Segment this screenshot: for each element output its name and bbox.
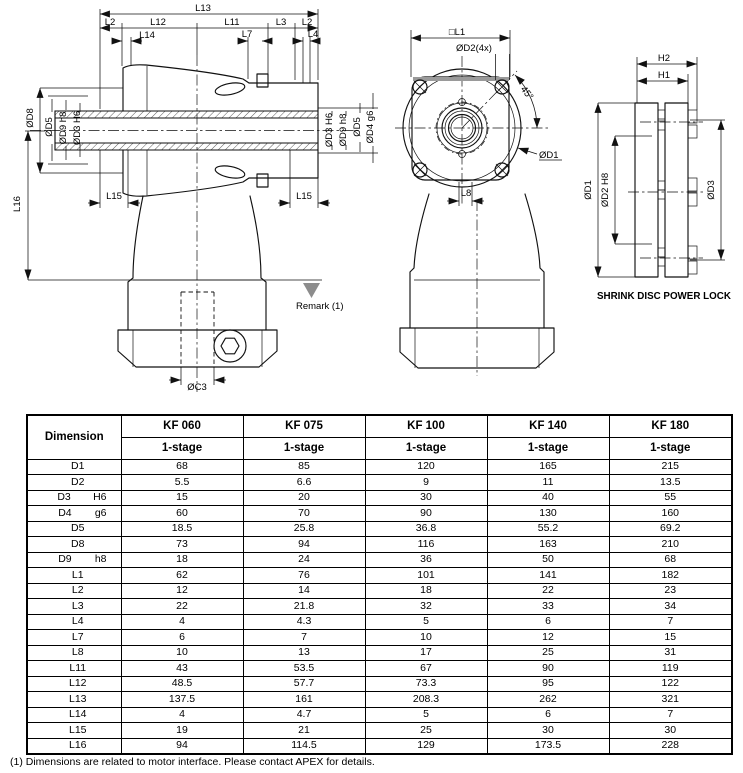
value-cell: 6 <box>487 707 609 723</box>
dimension-tolerance: h8 <box>94 553 107 566</box>
col-subheader-stage: 1-stage <box>487 437 609 459</box>
col-subheader-stage: 1-stage <box>121 437 243 459</box>
value-cell: 15 <box>609 630 732 646</box>
value-cell: 13.5 <box>609 475 732 491</box>
dimension-tolerance: g6 <box>94 506 107 519</box>
value-cell: 7 <box>609 614 732 630</box>
dim-label-l8: L8 <box>460 188 472 199</box>
value-cell: 18.5 <box>121 521 243 537</box>
dimension-name: L13 <box>68 692 87 705</box>
value-cell: 55.2 <box>487 521 609 537</box>
dim-label-d3h6-left: ØD3 H6 <box>72 110 83 146</box>
table-row <box>27 537 732 553</box>
dim-label-l16: L16 <box>12 196 23 212</box>
col-subheader-stage: 1-stage <box>365 437 487 459</box>
value-cell: 13 <box>243 645 365 661</box>
dimension-name: D1 <box>71 460 85 473</box>
table-row <box>27 661 732 677</box>
value-cell: 4 <box>121 614 243 630</box>
dimension-name: L14 <box>68 708 87 721</box>
dim-label-l15-right: L15 <box>296 191 312 202</box>
dimension-name: D2 <box>71 475 85 488</box>
value-cell: 25 <box>487 645 609 661</box>
table-row <box>27 521 732 537</box>
dimension-cell <box>27 707 121 723</box>
dim-label-h1: H1 <box>657 70 671 81</box>
value-cell: 6 <box>487 614 609 630</box>
value-cell: 68 <box>121 459 243 475</box>
value-cell: 129 <box>365 738 487 754</box>
dimension-tolerance: H6 <box>93 491 107 504</box>
dim-label-l13: L13 <box>195 3 211 14</box>
value-cell: 34 <box>609 599 732 615</box>
dim-label-l4: L4 <box>307 29 319 40</box>
value-cell: 182 <box>609 568 732 584</box>
table-row <box>27 490 732 506</box>
dimension-cell <box>27 459 121 475</box>
value-cell: 62 <box>121 568 243 584</box>
dimension-cell <box>27 599 121 615</box>
side-view-drawing <box>12 3 378 393</box>
value-cell: 90 <box>487 661 609 677</box>
value-cell: 11 <box>487 475 609 491</box>
value-cell: 101 <box>365 568 487 584</box>
dimension-cell <box>27 490 121 506</box>
value-cell: 5 <box>365 614 487 630</box>
value-cell: 130 <box>487 506 609 522</box>
dim-label-l15-left: L15 <box>106 191 122 202</box>
dim-label-l3: L3 <box>275 17 287 28</box>
value-cell: 21.8 <box>243 599 365 615</box>
dim-label-l11: L11 <box>224 17 240 28</box>
value-cell: 10 <box>365 630 487 646</box>
value-cell: 73 <box>121 537 243 553</box>
value-cell: 18 <box>121 552 243 568</box>
dimension-name: D8 <box>71 537 85 550</box>
value-cell: 25 <box>365 723 487 739</box>
front-view-drawing <box>395 27 562 376</box>
value-cell: 321 <box>609 692 732 708</box>
col-header-model: KF 180 <box>609 415 732 437</box>
dim-label-c3: ØC3 <box>187 382 207 393</box>
value-cell: 215 <box>609 459 732 475</box>
value-cell: 14 <box>243 583 365 599</box>
dimension-table-wrap <box>26 414 733 755</box>
value-cell: 18 <box>365 583 487 599</box>
dim-label-d2h8: ØD2 H8 <box>600 172 611 208</box>
dimension-cell <box>27 661 121 677</box>
shrink-disc-drawing <box>583 53 731 302</box>
footnote: (1) Dimensions are related to motor interface. Please contact APEX for details. <box>10 756 375 768</box>
dim-label-d5-left: ØD5 <box>44 117 55 137</box>
dim-label-d4g6: ØD4 g6 <box>365 110 376 144</box>
value-cell: 22 <box>121 599 243 615</box>
dimension-cell <box>27 583 121 599</box>
dim-label-l1: □L1 <box>448 27 466 38</box>
dimension-name: L3 <box>71 599 84 612</box>
col-header-model: KF 075 <box>243 415 365 437</box>
table-row <box>27 568 732 584</box>
value-cell: 94 <box>121 738 243 754</box>
value-cell: 116 <box>365 537 487 553</box>
dim-label-d5-right: ØD5 <box>352 117 363 137</box>
dimension-name: L8 <box>71 646 84 659</box>
value-cell: 6 <box>121 630 243 646</box>
value-cell: 165 <box>487 459 609 475</box>
dim-label-d1-front: ØD1 <box>539 150 559 161</box>
table-row <box>27 599 732 615</box>
value-cell: 40 <box>487 490 609 506</box>
dimension-name: D9 <box>58 553 72 566</box>
value-cell: 5 <box>365 707 487 723</box>
value-cell: 68 <box>609 552 732 568</box>
value-cell: 30 <box>365 490 487 506</box>
table-row <box>27 645 732 661</box>
value-cell: 48.5 <box>121 676 243 692</box>
dimension-name: L11 <box>69 661 87 674</box>
value-cell: 70 <box>243 506 365 522</box>
col-header-dimension: Dimension <box>27 415 121 459</box>
value-cell: 30 <box>609 723 732 739</box>
dimension-name: L7 <box>71 630 84 643</box>
dimension-name: D5 <box>71 522 85 535</box>
value-cell: 57.7 <box>243 676 365 692</box>
dimension-cell <box>27 614 121 630</box>
value-cell: 15 <box>121 490 243 506</box>
value-cell: 94 <box>243 537 365 553</box>
dim-label-l14: L14 <box>139 30 155 41</box>
value-cell: 4.3 <box>243 614 365 630</box>
value-cell: 161 <box>243 692 365 708</box>
dimension-name: L12 <box>68 677 87 690</box>
value-cell: 36.8 <box>365 521 487 537</box>
table-row <box>27 723 732 739</box>
value-cell: 208.3 <box>365 692 487 708</box>
table-row <box>27 692 732 708</box>
value-cell: 137.5 <box>121 692 243 708</box>
col-header-model: KF 140 <box>487 415 609 437</box>
value-cell: 50 <box>487 552 609 568</box>
value-cell: 141 <box>487 568 609 584</box>
value-cell: 55 <box>609 490 732 506</box>
value-cell: 67 <box>365 661 487 677</box>
value-cell: 6.6 <box>243 475 365 491</box>
value-cell: 32 <box>365 599 487 615</box>
value-cell: 12 <box>487 630 609 646</box>
value-cell: 114.5 <box>243 738 365 754</box>
value-cell: 22 <box>487 583 609 599</box>
table-row <box>27 506 732 522</box>
value-cell: 19 <box>121 723 243 739</box>
dim-label-d3-disc: ØD3 <box>706 180 717 200</box>
value-cell: 173.5 <box>487 738 609 754</box>
value-cell: 210 <box>609 537 732 553</box>
dim-label-45deg: 45° <box>517 84 536 103</box>
value-cell: 25.8 <box>243 521 365 537</box>
dimension-name: L16 <box>68 739 87 751</box>
value-cell: 5.5 <box>121 475 243 491</box>
value-cell: 60 <box>121 506 243 522</box>
table-row <box>27 707 732 723</box>
value-cell: 23 <box>609 583 732 599</box>
value-cell: 120 <box>365 459 487 475</box>
dim-label-d3h6-right: ØD3 H6 <box>324 112 335 148</box>
dimension-cell <box>27 537 121 553</box>
dimension-cell <box>27 568 121 584</box>
value-cell: 119 <box>609 661 732 677</box>
value-cell: 7 <box>609 707 732 723</box>
dimension-cell <box>27 506 121 522</box>
value-cell: 31 <box>609 645 732 661</box>
value-cell: 33 <box>487 599 609 615</box>
dim-label-d8: ØD8 <box>25 108 36 128</box>
dimension-cell <box>27 723 121 739</box>
dimension-cell <box>27 630 121 646</box>
value-cell: 20 <box>243 490 365 506</box>
dimension-cell <box>27 521 121 537</box>
dimension-name: L2 <box>71 584 84 597</box>
dimension-name: D4 <box>58 506 72 519</box>
value-cell: 24 <box>243 552 365 568</box>
value-cell: 160 <box>609 506 732 522</box>
col-subheader-stage: 1-stage <box>243 437 365 459</box>
value-cell: 163 <box>487 537 609 553</box>
table-row <box>27 475 732 491</box>
dim-label-l2-right: L2 <box>301 17 313 28</box>
dimension-name: L15 <box>68 723 87 736</box>
table-row <box>27 676 732 692</box>
dim-label-l7: L7 <box>241 29 253 40</box>
value-cell: 95 <box>487 676 609 692</box>
value-cell: 76 <box>243 568 365 584</box>
value-cell: 17 <box>365 645 487 661</box>
dim-label-l2-left: L2 <box>104 17 116 28</box>
dim-label-d2: ØD2(4x) <box>456 43 492 54</box>
value-cell: 7 <box>243 630 365 646</box>
value-cell: 4 <box>121 707 243 723</box>
shrink-disc-caption: SHRINK DISC POWER LOCK <box>597 291 731 302</box>
table-row <box>27 552 732 568</box>
value-cell: 36 <box>365 552 487 568</box>
dimension-cell <box>27 645 121 661</box>
dim-label-d1-disc: ØD1 <box>583 180 594 200</box>
dimension-cell <box>27 552 121 568</box>
value-cell: 9 <box>365 475 487 491</box>
remark-label: Remark (1) <box>296 301 344 312</box>
value-cell: 262 <box>487 692 609 708</box>
value-cell: 53.5 <box>243 661 365 677</box>
table-row <box>27 459 732 475</box>
value-cell: 43 <box>121 661 243 677</box>
dim-label-d9h8-left: ØD9 h8 <box>58 111 69 145</box>
value-cell: 10 <box>121 645 243 661</box>
value-cell: 228 <box>609 738 732 754</box>
dimension-cell <box>27 738 121 754</box>
value-cell: 21 <box>243 723 365 739</box>
value-cell: 4.7 <box>243 707 365 723</box>
col-subheader-stage: 1-stage <box>609 437 732 459</box>
value-cell: 12 <box>121 583 243 599</box>
value-cell: 90 <box>365 506 487 522</box>
dim-label-d9h8-right: ØD9 h8 <box>338 113 349 147</box>
dimension-name: L1 <box>71 568 84 581</box>
dimension-cell <box>27 475 121 491</box>
table-row <box>27 614 732 630</box>
dimension-cell <box>27 676 121 692</box>
col-header-model: KF 100 <box>365 415 487 437</box>
table-row <box>27 583 732 599</box>
value-cell: 85 <box>243 459 365 475</box>
value-cell: 30 <box>487 723 609 739</box>
value-cell: 122 <box>609 676 732 692</box>
dimension-cell <box>27 692 121 708</box>
dimension-table <box>26 414 733 755</box>
value-cell: 69.2 <box>609 521 732 537</box>
dim-label-h2: H2 <box>657 53 671 64</box>
table-row <box>27 738 732 754</box>
remark-triangle-icon <box>303 283 320 298</box>
value-cell: 73.3 <box>365 676 487 692</box>
col-header-model: KF 060 <box>121 415 243 437</box>
dim-label-l12: L12 <box>150 17 166 28</box>
dimension-name: D3 <box>57 491 71 504</box>
dimension-name: L4 <box>71 615 84 628</box>
table-row <box>27 630 732 646</box>
